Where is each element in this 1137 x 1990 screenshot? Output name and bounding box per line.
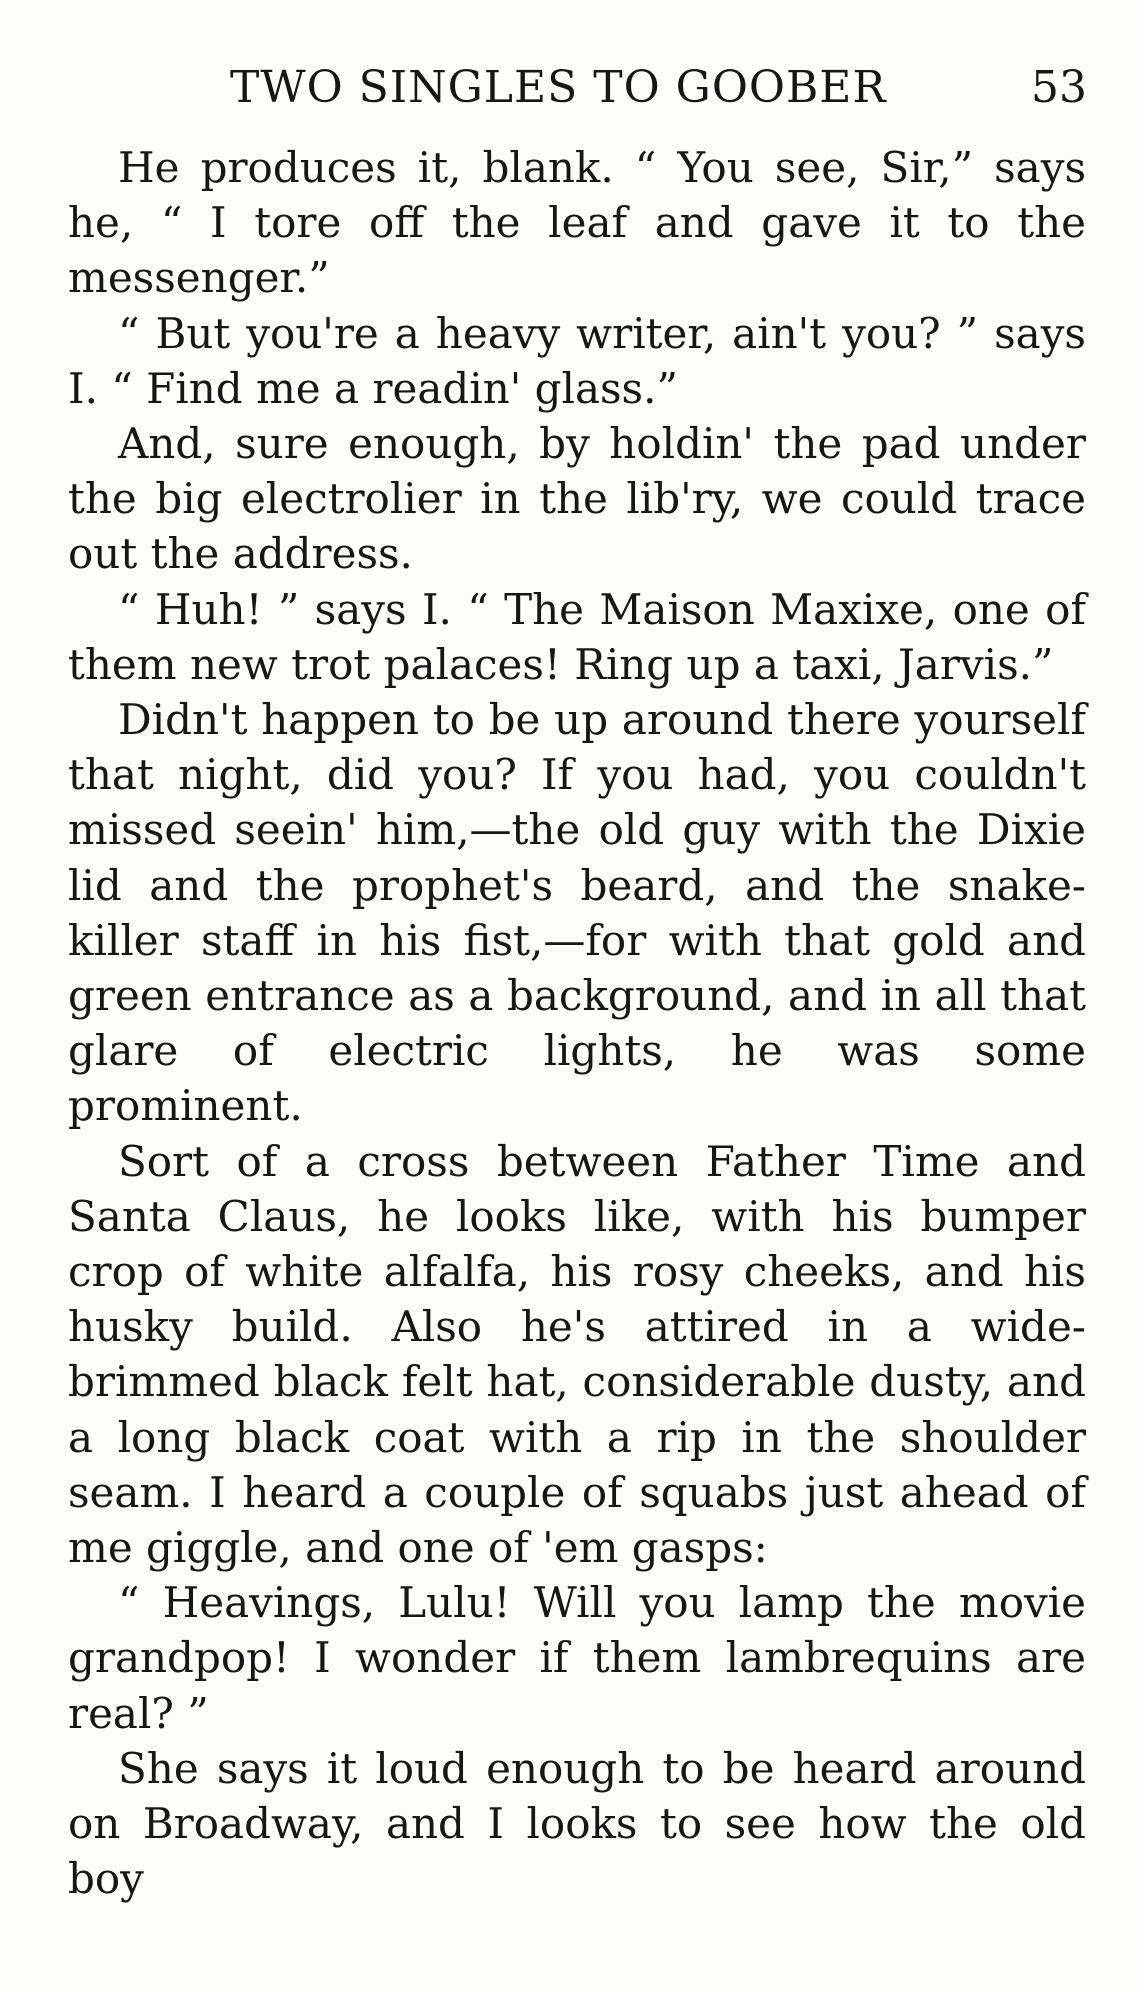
- paragraph: Didn't happen to be up around there yourself that night, did you? If you had, you couldn't missed seein' him,—the old guy with the Dixie lid and the prophet's beard, and the snake-killer staff in his fist,—for with that gold and green entrance as a background, and in all that glare of electric lights, he was some prominent.: [68, 695, 1086, 1131]
- paragraph: “ But you're a heavy writer, ain't you? ” says I. “ Find me a readin' glass.”: [68, 308, 1086, 413]
- running-head: [70, 58, 1087, 118]
- paragraph: She says it loud enough to be heard around on Broadway, and I looks to see how the old boy: [68, 1743, 1086, 1904]
- paragraph: “ Heavings, Lulu! Will you lamp the movie grandpop! I wonder if them lambrequins are real? ”: [68, 1578, 1086, 1738]
- paragraph: “ Huh! ” says I. “ The Maison Maxixe, one of them new trot palaces! Ring up a taxi, Jarvis.”: [68, 584, 1086, 689]
- paragraph: Sort of a cross between Father Time and Santa Claus, he looks like, with his bumper crop of white alfalfa, his rosy cheeks, and his husky build. Also he's attired in a wide-brimmed black felt hat, considerable dusty, and a long black coat with a rip in the shoulder seam. I heard a couple of squabs just ahead of me giggle, and one of 'em gasps:: [68, 1136, 1086, 1573]
- body-text: [68, 140, 1086, 1907]
- page-number: 53: [1031, 62, 1087, 113]
- paragraph: He produces it, blank. “ You see, Sir,” says he, “ I tore off the leaf and gave it to the messenger.”: [68, 143, 1086, 303]
- running-title: TWO SINGLES TO GOOBER: [230, 62, 887, 113]
- paragraph: And, sure enough, by holdin' the pad under the big electrolier in the lib'ry, we could trace out the address.: [68, 419, 1086, 579]
